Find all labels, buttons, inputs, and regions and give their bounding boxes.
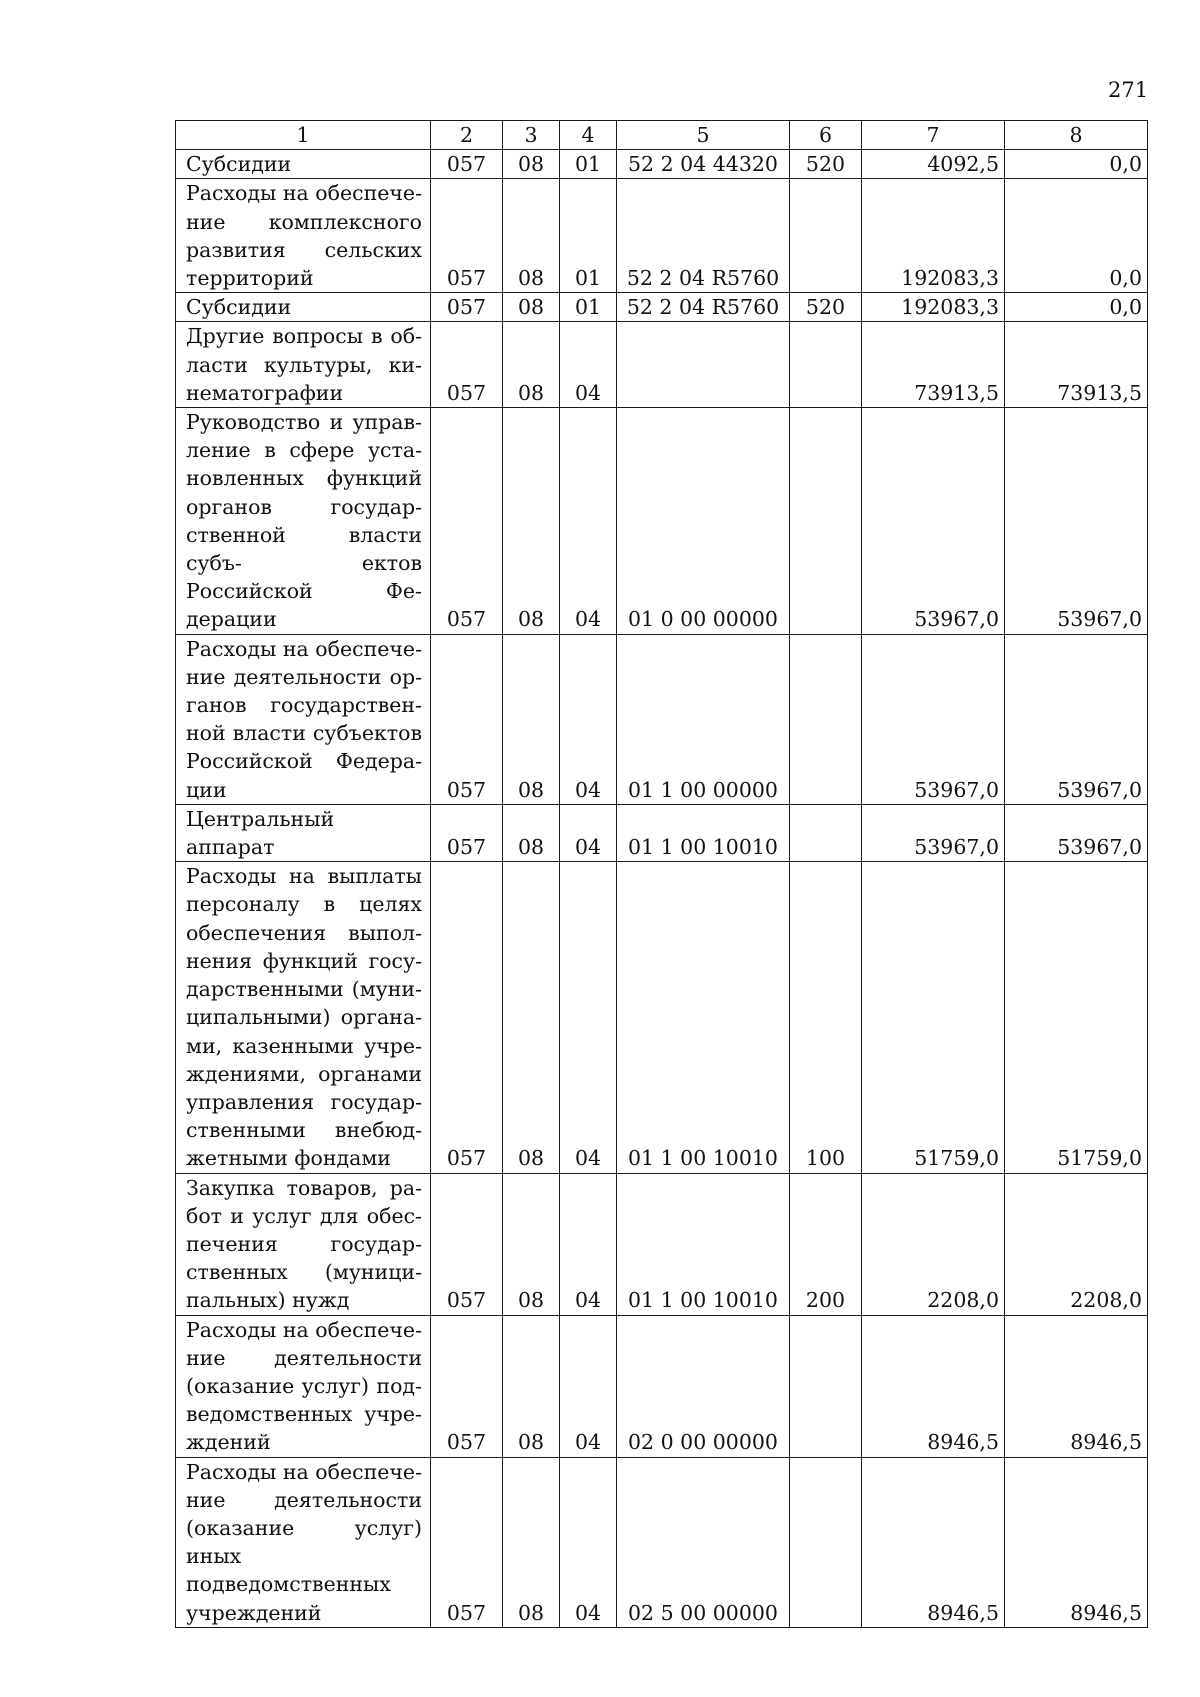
target-article-cell (617, 322, 790, 408)
section-code-cell: 08 (503, 634, 560, 804)
item-name-line: Руководство и управ- (186, 410, 422, 435)
amount-year1-cell: 8946,5 (862, 1457, 1005, 1627)
item-name-line: ние деятельности (186, 1487, 422, 1512)
item-name-line: подведомственных (186, 1572, 391, 1597)
amount-year1-cell: 192083,3 (862, 179, 1005, 293)
subsection-code-cell: 04 (560, 1457, 617, 1627)
department-code-cell: 057 (431, 322, 503, 408)
section-code-cell: 08 (503, 1457, 560, 1627)
table-row (176, 1173, 1148, 1315)
subsection-code-cell: 04 (560, 322, 617, 408)
item-name-line: ние деятельности ор- (186, 664, 422, 689)
section-code-cell: 08 (503, 179, 560, 293)
department-code-cell: 057 (431, 1173, 503, 1315)
table-row (176, 634, 1148, 804)
table-row (176, 1315, 1148, 1457)
item-name-line: бот и услуг для обес- (186, 1203, 422, 1228)
section-code-cell: 08 (503, 322, 560, 408)
table-row (176, 804, 1148, 861)
item-name-line: Расходы на выплаты (186, 864, 422, 889)
item-name-line: ектов Российской Фе- (186, 551, 422, 604)
section-code-cell: 08 (503, 1173, 560, 1315)
column-number: 3 (503, 121, 560, 150)
amount-year2-cell: 73913,5 (1005, 322, 1148, 408)
department-code-cell: 057 (431, 804, 503, 861)
item-name-line: ной власти субъектов (186, 721, 422, 746)
amount-year2-cell: 0,0 (1005, 150, 1148, 179)
amount-year1-cell: 53967,0 (862, 634, 1005, 804)
item-name-line: дерации (186, 607, 277, 632)
target-article-cell: 02 0 00 00000 (617, 1315, 790, 1457)
item-name-cell (176, 1173, 431, 1315)
item-name-line: Расходы на обеспече- (186, 1459, 422, 1484)
item-name-line: ние деятельности (186, 1345, 422, 1370)
item-name-line: Расходы на обеспече- (186, 181, 422, 206)
item-name-line: Закупка товаров, ра- (186, 1175, 422, 1200)
table-row (176, 179, 1148, 293)
target-article-cell: 01 1 00 10010 (617, 804, 790, 861)
item-name-line: ние комплексного (186, 209, 422, 234)
item-name-cell (176, 804, 431, 861)
expense-type-cell (790, 804, 862, 861)
item-name-line: (оказание услуг) иных (186, 1515, 422, 1569)
table-row (176, 150, 1148, 179)
expense-type-cell (790, 634, 862, 804)
item-name-line: ципальными) органа- (186, 1005, 422, 1030)
item-name-line: печения государ- (186, 1231, 422, 1256)
expense-type-cell: 100 (790, 862, 862, 1173)
item-name-line: нения функций госу- (186, 948, 422, 973)
target-article-cell: 52 2 04 R5760 (617, 293, 790, 322)
item-name-cell (176, 1315, 431, 1457)
amount-year1-cell: 4092,5 (862, 150, 1005, 179)
department-code-cell: 057 (431, 634, 503, 804)
item-name-line: пальных) нужд (186, 1288, 350, 1313)
section-code-cell: 08 (503, 293, 560, 322)
amount-year2-cell: 0,0 (1005, 293, 1148, 322)
target-article-cell: 52 2 04 R5760 (617, 179, 790, 293)
expense-type-cell: 520 (790, 150, 862, 179)
target-article-cell: 02 5 00 00000 (617, 1457, 790, 1627)
amount-year1-cell: 73913,5 (862, 322, 1005, 408)
table-row (176, 862, 1148, 1173)
department-code-cell: 057 (431, 150, 503, 179)
column-number: 2 (431, 121, 503, 150)
column-number-row (176, 121, 1148, 150)
item-name-line: Расходы на обеспече- (186, 1317, 422, 1342)
subsection-code-cell: 04 (560, 634, 617, 804)
item-name-cell (176, 150, 431, 179)
amount-year1-cell: 192083,3 (862, 293, 1005, 322)
section-code-cell: 08 (503, 150, 560, 179)
item-name-line: жетными фондами (186, 1146, 391, 1171)
department-code-cell: 057 (431, 293, 503, 322)
item-name-line: Субсидии (186, 295, 292, 320)
table-row (176, 322, 1148, 408)
subsection-code-cell: 01 (560, 293, 617, 322)
item-name-line: Субсидии (186, 152, 292, 177)
subsection-code-cell: 04 (560, 804, 617, 861)
table-row (176, 293, 1148, 322)
item-name-line: ции (186, 777, 227, 802)
item-name-line: нематографии (186, 380, 344, 405)
amount-year2-cell: 2208,0 (1005, 1173, 1148, 1315)
item-name-line: ми, казенными учре- (186, 1033, 422, 1058)
item-name-cell (176, 179, 431, 293)
expense-type-cell (790, 1457, 862, 1627)
amount-year2-cell: 53967,0 (1005, 408, 1148, 635)
item-name-line: (оказание услуг) под- (186, 1373, 422, 1398)
item-name-cell (176, 1457, 431, 1627)
amount-year1-cell: 2208,0 (862, 1173, 1005, 1315)
column-number: 8 (1005, 121, 1148, 150)
amount-year2-cell: 8946,5 (1005, 1315, 1148, 1457)
amount-year2-cell: 53967,0 (1005, 804, 1148, 861)
target-article-cell: 01 1 00 00000 (617, 634, 790, 804)
item-name-cell (176, 408, 431, 635)
expense-type-cell (790, 1315, 862, 1457)
item-name-cell (176, 862, 431, 1173)
item-name-line: ление в сфере уста- (186, 438, 422, 463)
amount-year1-cell: 51759,0 (862, 862, 1005, 1173)
subsection-code-cell: 01 (560, 150, 617, 179)
column-number: 1 (176, 121, 431, 150)
table-row (176, 408, 1148, 635)
page-number: 271 (1108, 78, 1149, 102)
amount-year2-cell: 8946,5 (1005, 1457, 1148, 1627)
item-name-line: ждений (186, 1430, 271, 1455)
amount-year1-cell: 8946,5 (862, 1315, 1005, 1457)
item-name-line: ственными внебюд- (186, 1118, 422, 1143)
expense-type-cell (790, 408, 862, 635)
item-name-line: развития сельских (186, 237, 422, 262)
amount-year1-cell: 53967,0 (862, 804, 1005, 861)
target-article-cell: 01 1 00 10010 (617, 1173, 790, 1315)
subsection-code-cell: 04 (560, 862, 617, 1173)
section-code-cell: 08 (503, 862, 560, 1173)
amount-year2-cell: 51759,0 (1005, 862, 1148, 1173)
item-name-line: органов государ- (186, 494, 422, 519)
item-name-line: Другие вопросы в об- (186, 324, 422, 349)
subsection-code-cell: 01 (560, 179, 617, 293)
item-name-line: обеспечения выпол- (186, 920, 422, 945)
amount-year2-cell: 53967,0 (1005, 634, 1148, 804)
item-name-line: ственных (муници- (186, 1260, 422, 1285)
target-article-cell: 01 1 00 10010 (617, 862, 790, 1173)
amount-year2-cell: 0,0 (1005, 179, 1148, 293)
item-name-cell (176, 293, 431, 322)
item-name-line: ственной власти субъ- (186, 522, 422, 576)
item-name-cell (176, 322, 431, 408)
item-name-line: учреждений (186, 1600, 322, 1625)
item-name-line: ведомственных учре- (186, 1402, 422, 1427)
expense-type-cell: 520 (790, 293, 862, 322)
item-name-line: Расходы на обеспече- (186, 636, 422, 661)
department-code-cell: 057 (431, 1457, 503, 1627)
column-number: 4 (560, 121, 617, 150)
item-name-line: персоналу в целях (186, 892, 422, 917)
table-row (176, 1457, 1148, 1627)
target-article-cell: 52 2 04 44320 (617, 150, 790, 179)
expense-type-cell: 200 (790, 1173, 862, 1315)
subsection-code-cell: 04 (560, 1315, 617, 1457)
column-number: 7 (862, 121, 1005, 150)
item-name-line: Российской Федера- (186, 749, 422, 774)
item-name-line: ганов государствен- (186, 693, 422, 718)
department-code-cell: 057 (431, 1315, 503, 1457)
budget-table (175, 120, 1148, 1628)
column-number: 5 (617, 121, 790, 150)
expense-type-cell (790, 322, 862, 408)
subsection-code-cell: 04 (560, 1173, 617, 1315)
item-name-line: ждениями, органами (186, 1061, 422, 1086)
expense-type-cell (790, 179, 862, 293)
section-code-cell: 08 (503, 804, 560, 861)
amount-year1-cell: 53967,0 (862, 408, 1005, 635)
section-code-cell: 08 (503, 1315, 560, 1457)
item-name-line: Центральный аппарат (186, 806, 335, 860)
item-name-line: управления государ- (186, 1089, 422, 1114)
department-code-cell: 057 (431, 408, 503, 635)
item-name-line: дарственными (муни- (186, 977, 422, 1002)
item-name-cell (176, 634, 431, 804)
item-name-line: новленных функций (186, 466, 422, 491)
column-number: 6 (790, 121, 862, 150)
item-name-line: территорий (186, 266, 314, 291)
table-header (176, 121, 1148, 150)
item-name-line: ласти культуры, ки- (186, 352, 422, 377)
department-code-cell: 057 (431, 179, 503, 293)
table-body (176, 150, 1148, 1628)
subsection-code-cell: 04 (560, 408, 617, 635)
target-article-cell: 01 0 00 00000 (617, 408, 790, 635)
section-code-cell: 08 (503, 408, 560, 635)
department-code-cell: 057 (431, 862, 503, 1173)
